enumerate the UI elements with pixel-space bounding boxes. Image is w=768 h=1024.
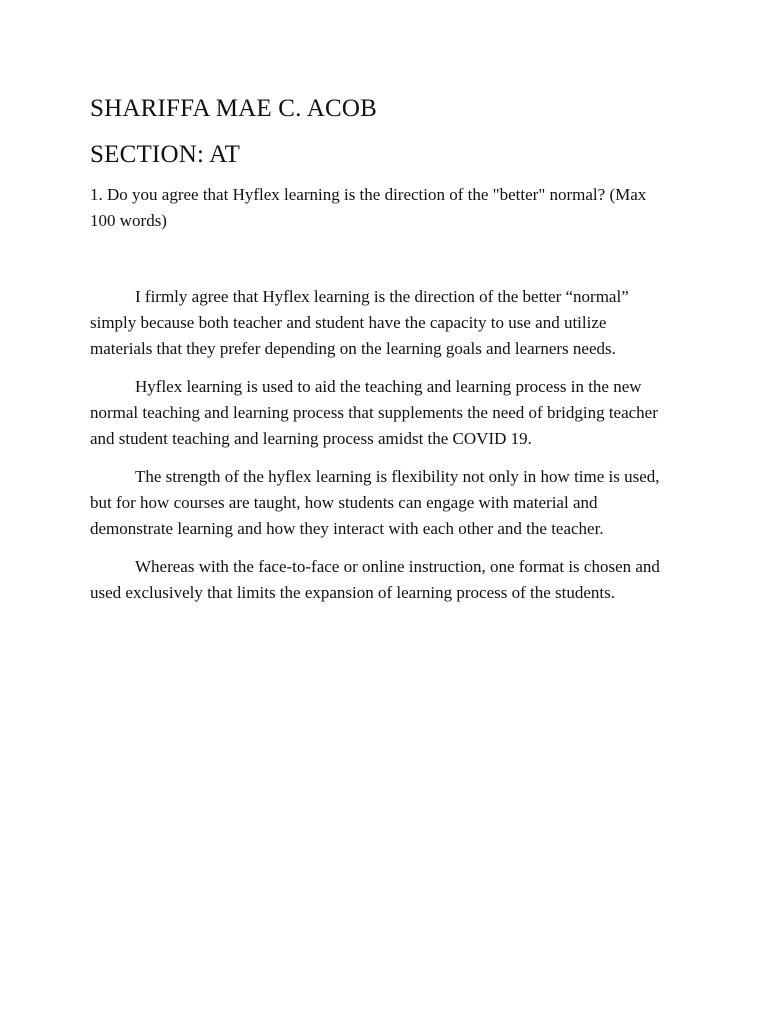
answer-paragraph-3: The strength of the hyflex learning is flexibility not only in how time is used, but for how courses are taught, how students can engage with material and demonstrate learning and how they interact with each other and the teacher.: [90, 467, 660, 538]
answer-paragraph-1: I firmly agree that Hyflex learning is the direction of the better “normal” simply because both teacher and student have the capacity to use and utilize materials that they prefer depending on the learning goals and learners needs.: [90, 287, 629, 358]
document-body: [90, 92, 670, 618]
answer-block: [90, 284, 670, 606]
student-name: SHARIFFA MAE C. ACOB: [90, 95, 377, 122]
answer-paragraph-4: Whereas with the face-to-face or online instruction, one format is chosen and used exclusively that limits the expansion of learning process of the students.: [90, 557, 660, 602]
section-label: SECTION: AT: [90, 141, 241, 168]
answer-paragraph-2: Hyflex learning is used to aid the teaching and learning process in the new normal teaching and learning process that supplements the need of bridging teacher and student teaching and learning process amidst the COVID 19.: [90, 377, 658, 448]
question-text: 1. Do you agree that Hyflex learning is the direction of the "better" normal? (Max 100 words): [90, 185, 647, 230]
